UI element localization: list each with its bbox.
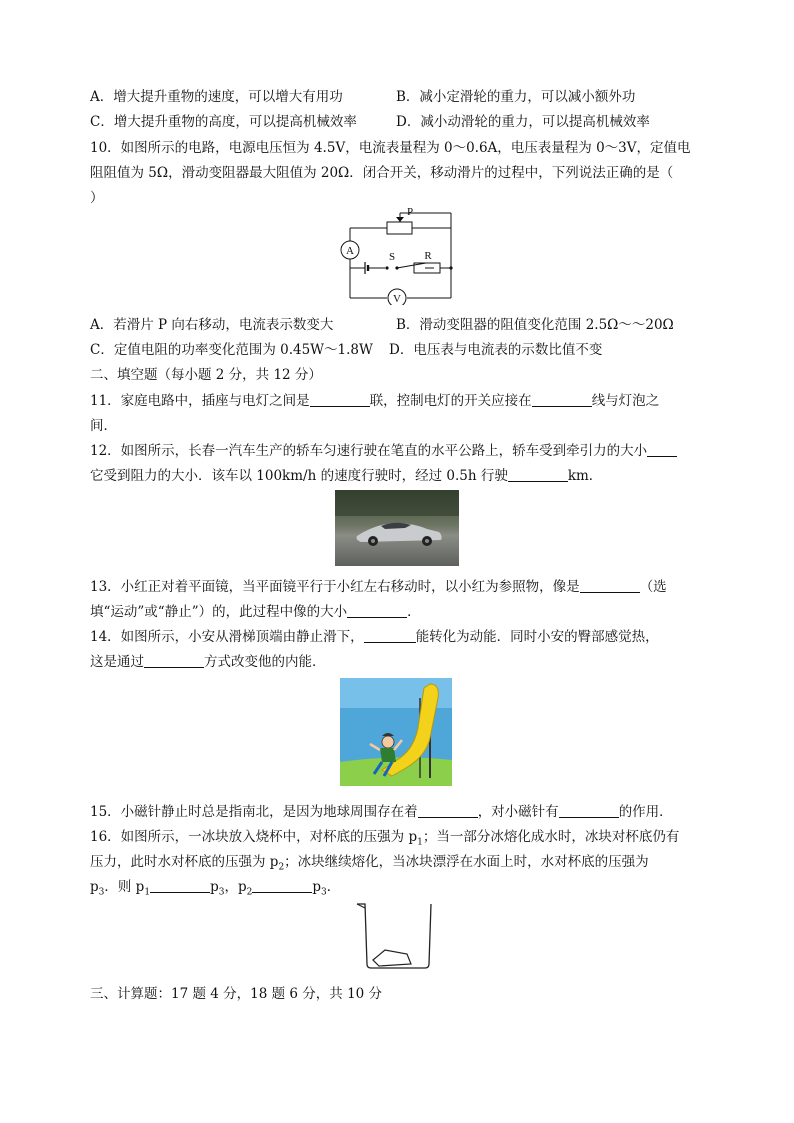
q16-text-4: ；冰块继续熔化，当冰块漂浮在水面上时，水对杯底的压强为 [284, 854, 649, 870]
slider-label: P [406, 206, 414, 218]
q12-text-2: 它受到阻力的大小．该车以 100km/h 的速度行驶时，经过 0.5h 行驶 [90, 468, 508, 484]
q11-blank-1[interactable] [310, 392, 370, 407]
q11-line2: 间． [90, 418, 117, 434]
q10-stem-line3: ） [90, 190, 104, 206]
q16-line2 [90, 853, 649, 877]
q15-text-3: 的作用． [618, 804, 673, 820]
q11-blank-2[interactable] [532, 392, 592, 407]
q9-option-b: B．减小定滑轮的重力，可以减小额外功 [396, 89, 636, 105]
q11-text-2: 联，控制电灯的开关应接在 [369, 393, 532, 409]
slide-illustration [340, 678, 452, 786]
q13-text-4: ． [407, 604, 421, 620]
car-photo [335, 490, 459, 566]
q10-option-d: D．电压表与电流表的示数比值不变 [389, 342, 603, 358]
q13-blank-1[interactable] [580, 578, 640, 593]
q14-text-2: 能转化为动能．同时小安的臀部感觉热， [415, 629, 659, 645]
voltmeter-label: V [393, 293, 401, 305]
q11-text-1: 11．家庭电路中，插座与电灯之间是 [90, 393, 310, 409]
q10-stem-line1: 10．如图所示的电路，电源电压恒为 4.5V，电流表量程为 0～0.6A，电压表量程为 0～3V，定值电 [90, 140, 691, 156]
q9-option-d: D．减小动滑轮的重力，可以提高机械效率 [396, 114, 650, 130]
q14-text-4: 方式改变他的内能． [204, 654, 326, 670]
q12-blank-1[interactable] [647, 442, 677, 457]
q9-option-a: A．增大提升重物的速度，可以增大有用功 [90, 89, 343, 105]
q16-text-1: 16．如图所示，一冰块放入烧杯中，对杯底的压强为 p [90, 829, 418, 845]
q16-line3: $p_3$．则 $p_1$ $p_3$，$p_2$ $p_3$． [90, 879, 341, 898]
q13-line2 [90, 603, 421, 621]
circuit-diagram [330, 205, 465, 305]
q12-line1 [90, 442, 677, 460]
q12-blank-2[interactable] [508, 467, 568, 482]
q16-blank-2[interactable] [252, 878, 312, 893]
q13-blank-2[interactable] [347, 603, 407, 618]
q13-line1 [90, 578, 667, 596]
q11-line1 [90, 392, 659, 410]
q15-blank-1[interactable] [418, 803, 478, 818]
q9-option-c: C．增大提升重物的高度，可以提高机械效率 [90, 114, 357, 130]
section-3-title: 三、计算题：17 题 4 分，18 题 6 分，共 10 分 [90, 986, 383, 1002]
q14-text-3: 这是通过 [90, 654, 144, 670]
q16-blank-1[interactable] [150, 878, 210, 893]
q15-text-2: ，对小磁针有 [477, 804, 559, 820]
q16-line1 [90, 828, 679, 852]
beaker-diagram [355, 900, 440, 972]
q14-text-1: 14．如图所示，小安从滑梯顶端由静止滑下， [90, 629, 364, 645]
q16-sub-1: 1 [417, 837, 423, 848]
ice-block [373, 950, 411, 966]
q13-text-2: （选 [639, 579, 667, 595]
q12-text-1: 12．如图所示，长春一汽车生产的轿车匀速行驶在笔直的水平公路上，轿车受到牵引力的大小 [90, 443, 648, 459]
ammeter-label: A [346, 245, 354, 257]
q16-text-2: ；当一部分冰熔化成水时，冰块对杯底仍有 [422, 829, 680, 845]
q13-text-3: 填“运动”或“静止”）的，此过程中像的大小 [90, 604, 348, 620]
q15-line [90, 803, 673, 821]
q12-line2 [90, 467, 602, 485]
q16-sub-2: 2 [278, 862, 285, 873]
switch-label: S [388, 251, 396, 263]
q14-blank-1[interactable] [364, 628, 416, 643]
q15-text-1: 15．小磁针静止时总是指南北，是因为地球周围存在着 [90, 804, 418, 820]
q12-text-3: km． [567, 468, 603, 484]
q14-line1 [90, 628, 659, 646]
q13-text-1: 13．小红正对着平面镜，当平面镜平行于小红左右移动时，以小红为参照物，像是 [90, 579, 580, 595]
resistor-label: R [424, 250, 432, 262]
section-2-title: 二、填空题（每小题 2 分，共 12 分） [90, 367, 322, 383]
q14-line2 [90, 653, 326, 671]
q10-stem-line2: 阻阻值为 5Ω，滑动变阻器最大阻值为 20Ω．闭合开关，移动滑片的过程中，下列说法正确的是（ [90, 165, 674, 181]
q10-option-a: A．若滑片 P 向右移动，电流表示数变大 [90, 317, 334, 333]
rheostat-symbol [387, 222, 412, 234]
q10-option-b: B．滑动变阻器的阻值变化范围 2.5Ω～～20Ω [396, 317, 674, 333]
q10-option-c: C．定值电阻的功率变化范围为 0.45W～1.8W [90, 342, 373, 358]
q14-blank-2[interactable] [144, 653, 204, 668]
q16-text-3: 压力，此时水对杯底的压强为 p [90, 854, 279, 870]
q11-text-3: 线与灯泡之 [591, 393, 660, 409]
q15-blank-2[interactable] [559, 803, 619, 818]
slider-arrow-icon [396, 217, 404, 222]
